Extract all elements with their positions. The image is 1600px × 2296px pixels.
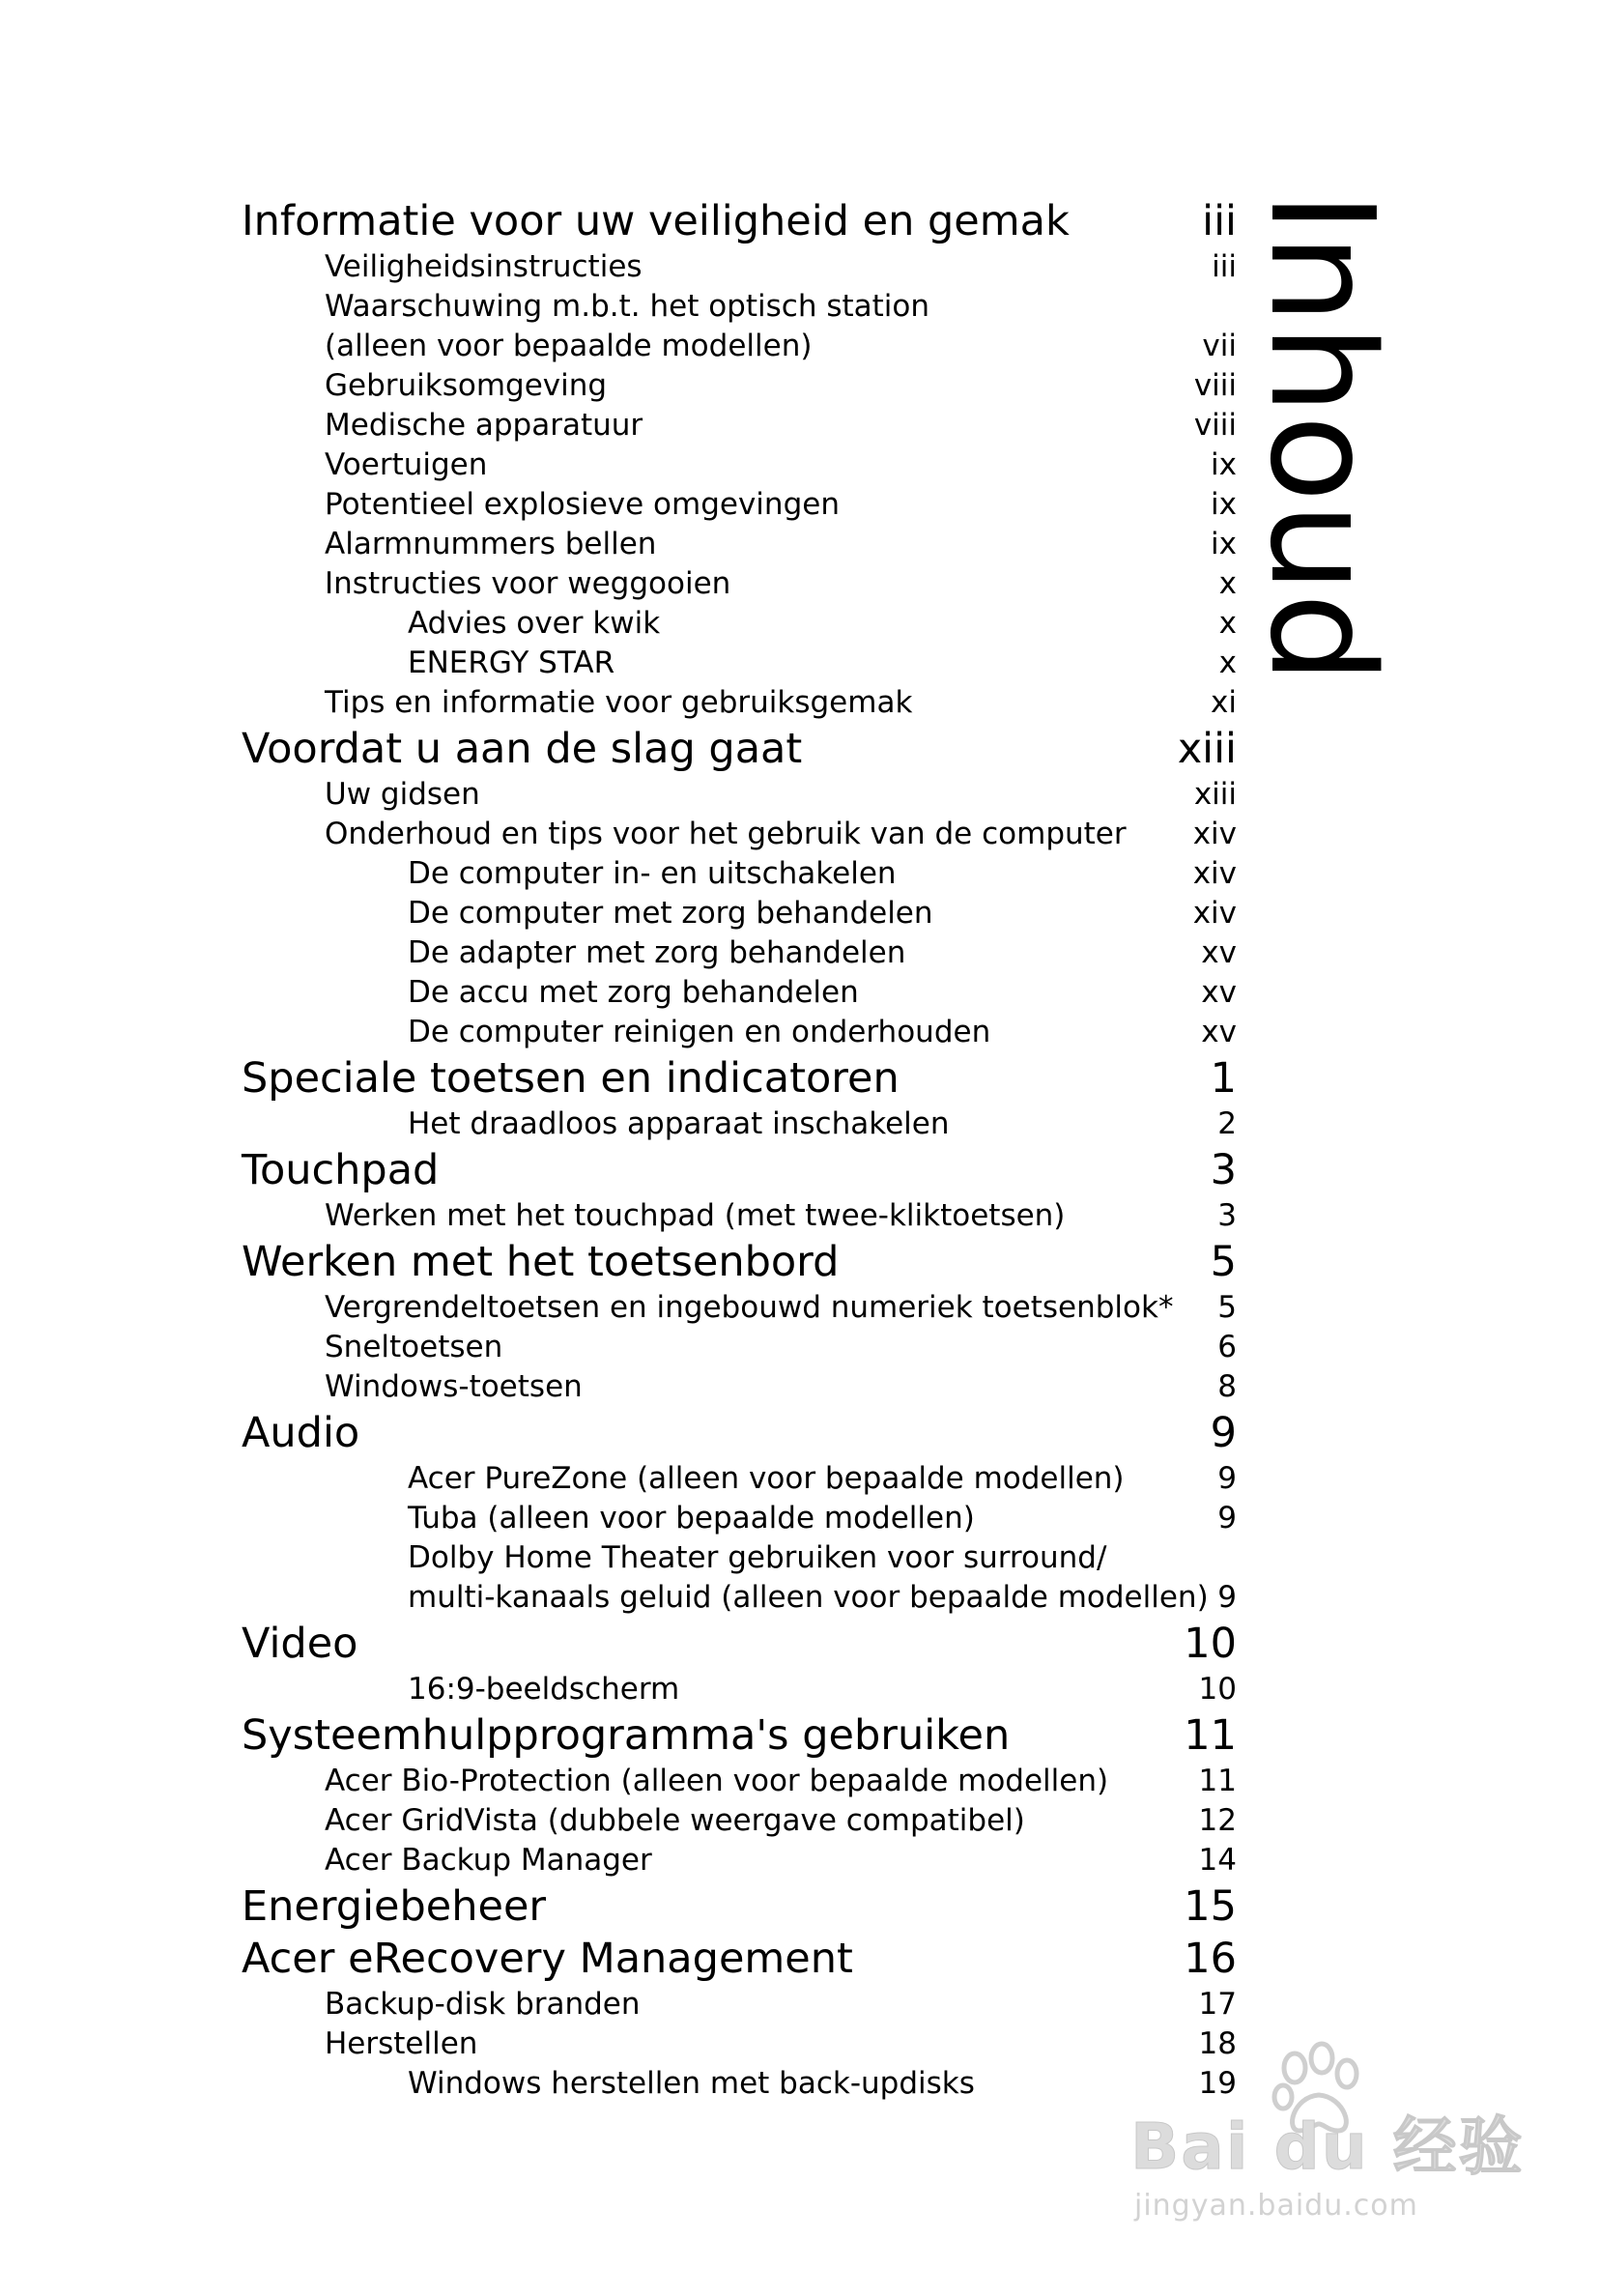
toc-entry-title: De computer met zorg behandelen: [408, 896, 933, 931]
toc-entry-level-2: [242, 485, 1237, 525]
toc-entry-page: x: [1218, 606, 1237, 641]
toc-entry-title: Windows herstellen met back-updisks: [408, 2066, 975, 2101]
toc-entry-title: De adapter met zorg behandelen: [408, 935, 906, 970]
toc-entry-page: xv: [1201, 935, 1237, 970]
toc-entry-level-2: [242, 1196, 1237, 1236]
toc-entry-level-3: [242, 2064, 1237, 2104]
toc-entry-page: vii: [1202, 329, 1237, 363]
toc-entry-page: xv: [1201, 1015, 1237, 1049]
watermark-url: jingyan.baidu.com: [1134, 2189, 1418, 2223]
toc-entry-title: Acer GridVista (dubbele weergave compatibel): [325, 1803, 1025, 1838]
toc-entry-page: 9: [1217, 1461, 1237, 1496]
toc-entry-title: Backup-disk branden: [325, 1987, 641, 2022]
toc-entry-page: 16: [1184, 1935, 1237, 1983]
toc-entry-title: Alarmnummers bellen: [325, 527, 657, 561]
toc-entry-title: Informatie voor uw veiligheid en gemak: [242, 197, 1070, 245]
toc-entry-page: 6: [1217, 1330, 1237, 1364]
toc-entry-page: 15: [1184, 1882, 1237, 1931]
toc-entry-level-1: [242, 1619, 1237, 1670]
toc-entry-page: 8: [1217, 1369, 1237, 1404]
toc-entry-page: 5: [1217, 1290, 1237, 1325]
toc-entry-page: xiv: [1192, 856, 1237, 891]
toc-entry-page: xiii: [1177, 725, 1237, 773]
toc-entry-page: 9: [1210, 1409, 1237, 1457]
toc-entry-level-3: [242, 1670, 1237, 1709]
toc-entry-level-2: [242, 1328, 1237, 1367]
toc-entry-level-2: [242, 247, 1237, 287]
toc-entry-level-3: [242, 1538, 1237, 1578]
toc-entry-title: Waarschuwing m.b.t. het optisch station: [325, 289, 930, 324]
toc-entry-level-2: [242, 366, 1237, 406]
toc-entry-title: Speciale toetsen en indicatoren: [242, 1054, 900, 1103]
toc-entry-page: xiv: [1192, 896, 1237, 931]
toc-entry-level-1: [242, 1408, 1237, 1459]
toc-entry-title: Veiligheidsinstructies: [325, 249, 643, 284]
toc-entry-title: Windows-toetsen: [325, 1369, 583, 1404]
toc-entry-page: ix: [1211, 527, 1237, 561]
toc-entry-level-1: [242, 1710, 1237, 1762]
toc-entry-level-2: [242, 564, 1237, 604]
table-of-contents: [242, 195, 1237, 2104]
toc-entry-title: multi-kanaals geluid (alleen voor bepaalde modellen): [408, 1580, 1209, 1615]
toc-entry-page: 11: [1198, 1764, 1237, 1798]
toc-entry-page: 19: [1198, 2066, 1237, 2101]
toc-entry-page: xiv: [1192, 817, 1237, 851]
toc-entry-title: Het draadloos apparaat inschakelen: [408, 1106, 950, 1141]
toc-entry-level-3: [242, 604, 1237, 644]
toc-entry-level-1: [242, 1053, 1237, 1105]
toc-entry-title: Dolby Home Theater gebruiken voor surround/: [408, 1540, 1107, 1575]
toc-entry-page: 10: [1198, 1672, 1237, 1707]
toc-entry-title: Instructies voor weggooien: [325, 566, 731, 601]
toc-entry-title: Werken met het touchpad (met twee-kliktoetsen): [325, 1198, 1066, 1233]
toc-entry-page: 2: [1217, 1106, 1237, 1141]
toc-entry-title: Onderhoud en tips voor het gebruik van de computer: [325, 817, 1127, 851]
toc-entry-title: Energiebeheer: [242, 1882, 547, 1931]
toc-entry-title: Video: [242, 1620, 358, 1668]
toc-entry-page: 14: [1198, 1843, 1237, 1878]
toc-entry-title: Acer PureZone (alleen voor bepaalde modellen): [408, 1461, 1125, 1496]
toc-entry-level-2: [242, 1367, 1237, 1407]
toc-entry-title: Systeemhulpprogramma's gebruiken: [242, 1711, 1011, 1760]
toc-entry-level-1: [242, 1881, 1237, 1933]
toc-entry-page: 17: [1198, 1987, 1237, 2022]
toc-entry-level-3: [242, 894, 1237, 933]
toc-entry-level-2: [242, 1841, 1237, 1880]
toc-entry-level-2: [242, 525, 1237, 564]
toc-entry-page: viii: [1193, 368, 1237, 403]
toc-entry-level-1: [242, 1145, 1237, 1196]
toc-entry-page: 1: [1210, 1054, 1237, 1103]
toc-entry-page: iii: [1202, 197, 1237, 245]
chapter-side-title: Inhoud: [1239, 191, 1405, 684]
toc-entry-level-2: [242, 2024, 1237, 2064]
toc-entry-level-2: [242, 1762, 1237, 1801]
toc-entry-title: Werken met het toetsenbord: [242, 1238, 840, 1286]
toc-entry-level-3: [242, 644, 1237, 683]
toc-entry-title: Voordat u aan de slag gaat: [242, 725, 803, 773]
toc-entry-level-2: [242, 327, 1237, 366]
toc-entry-level-3: [242, 1013, 1237, 1052]
toc-entry-title: Tuba (alleen voor bepaalde modellen): [408, 1501, 975, 1535]
watermark-brand: Bai du 经验: [1130, 2109, 1525, 2184]
toc-entry-level-2: [242, 683, 1237, 723]
toc-entry-level-2: [242, 1985, 1237, 2024]
toc-entry-level-3: [242, 1578, 1237, 1618]
toc-entry-level-2: [242, 445, 1237, 485]
toc-entry-title: Acer Backup Manager: [325, 1843, 652, 1878]
toc-entry-title: Voertuigen: [325, 447, 488, 482]
toc-entry-page: 9: [1217, 1580, 1237, 1615]
toc-entry-level-1: [242, 196, 1237, 247]
toc-entry-level-2: [242, 1288, 1237, 1328]
toc-entry-level-2: [242, 1801, 1237, 1841]
toc-entry-title: De accu met zorg behandelen: [408, 975, 859, 1010]
toc-entry-level-2: [242, 406, 1237, 445]
toc-entry-title: Audio: [242, 1409, 360, 1457]
toc-entry-page: 3: [1210, 1146, 1237, 1194]
toc-entry-page: 12: [1198, 1803, 1237, 1838]
baidu-watermark: [1121, 2039, 1525, 2252]
toc-entry-page: 5: [1210, 1238, 1237, 1286]
toc-entry-level-3: [242, 1499, 1237, 1538]
toc-entry-level-3: [242, 933, 1237, 973]
toc-entry-page: 10: [1184, 1620, 1237, 1668]
toc-entry-level-3: [242, 854, 1237, 894]
toc-entry-title: Vergrendeltoetsen en ingebouwd numeriek toetsenblok*: [325, 1290, 1174, 1325]
toc-entry-title: Touchpad: [242, 1146, 440, 1194]
toc-entry-title: Advies over kwik: [408, 606, 661, 641]
toc-entry-title: Uw gidsen: [325, 777, 480, 812]
toc-entry-level-1: [242, 1237, 1237, 1288]
toc-entry-page: 3: [1217, 1198, 1237, 1233]
toc-entry-level-1: [242, 1934, 1237, 1985]
toc-entry-title: Sneltoetsen: [325, 1330, 503, 1364]
toc-entry-title: De computer in- en uitschakelen: [408, 856, 897, 891]
toc-entry-level-2: [242, 775, 1237, 815]
toc-entry-level-1: [242, 724, 1237, 775]
toc-entry-title: Tips en informatie voor gebruiksgemak: [325, 685, 913, 720]
toc-entry-title: Acer eRecovery Management: [242, 1935, 853, 1983]
toc-entry-title: (alleen voor bepaalde modellen): [325, 329, 813, 363]
toc-entry-level-2: [242, 815, 1237, 854]
toc-entry-page: x: [1218, 646, 1237, 680]
toc-entry-page: xv: [1201, 975, 1237, 1010]
toc-entry-title: Gebruiksomgeving: [325, 368, 608, 403]
toc-entry-page: xi: [1211, 685, 1237, 720]
toc-entry-title: Herstellen: [325, 2026, 478, 2061]
toc-entry-level-3: [242, 973, 1237, 1013]
toc-entry-page: viii: [1193, 408, 1237, 443]
toc-entry-title: Potentieel explosieve omgevingen: [325, 487, 840, 522]
toc-entry-title: Acer Bio-Protection (alleen voor bepaalde modellen): [325, 1764, 1109, 1798]
toc-entry-title: 16:9-beeldscherm: [408, 1672, 680, 1707]
toc-entry-level-3: [242, 1105, 1237, 1144]
toc-entry-page: 18: [1198, 2026, 1237, 2061]
toc-entry-page: x: [1218, 566, 1237, 601]
toc-entry-title: Medische apparatuur: [325, 408, 643, 443]
toc-entry-page: ix: [1211, 487, 1237, 522]
toc-entry-page: 9: [1217, 1501, 1237, 1535]
toc-entry-level-3: [242, 1459, 1237, 1499]
toc-entry-title: De computer reinigen en onderhouden: [408, 1015, 991, 1049]
toc-entry-level-2: [242, 287, 1237, 327]
toc-entry-page: iii: [1212, 249, 1237, 284]
toc-entry-title: ENERGY STAR: [408, 646, 615, 680]
toc-entry-page: 11: [1184, 1711, 1237, 1760]
toc-entry-page: ix: [1211, 447, 1237, 482]
toc-entry-page: xiii: [1193, 777, 1237, 812]
